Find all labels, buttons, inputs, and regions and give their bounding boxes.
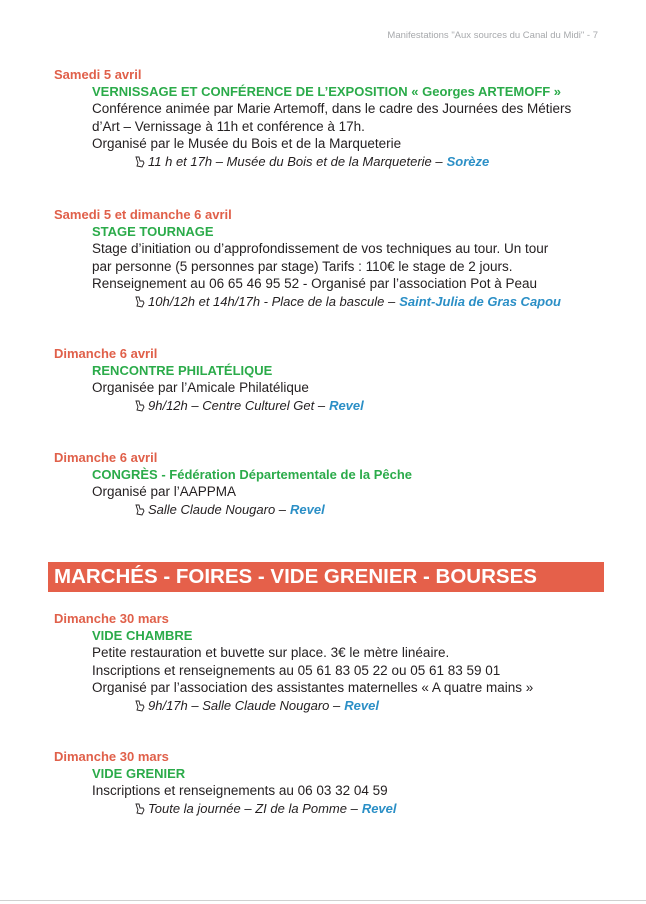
event-location	[134, 153, 614, 171]
event-description	[92, 782, 592, 800]
location-town: Revel	[361, 800, 397, 816]
event-date: Dimanche 6 avril	[54, 346, 158, 361]
event-description	[92, 100, 592, 153]
event-date: Dimanche 30 mars	[54, 611, 169, 626]
event-description	[92, 240, 592, 293]
location-text: 11 h et 17h – Musée du Bois et de la Marqueterie –	[148, 153, 443, 169]
event-title: VERNISSAGE ET CONFÉRENCE DE L’EXPOSITION « Georges ARTEMOFF »	[92, 84, 562, 99]
location-town: Revel	[329, 397, 364, 413]
location-text: 9h/12h – Centre Culturel Get –	[148, 397, 326, 413]
event-title: STAGE TOURNAGE	[92, 224, 214, 239]
location-text: Salle Claude Nougaro –	[148, 501, 287, 517]
location-text: Toute la journée – ZI de la Pomme –	[148, 800, 358, 816]
hand-pointer-icon	[134, 400, 146, 412]
location-town: Revel	[290, 501, 325, 517]
event-title: RENCONTRE PHILATÉLIQUE	[92, 363, 273, 378]
location-town: Sorèze	[446, 153, 490, 169]
event-location	[134, 293, 614, 311]
event-title: CONGRÈS - Fédération Départementale de la Pêche	[92, 467, 413, 482]
event-vide-grenier	[54, 748, 614, 818]
description-line: Renseignement au 06 65 46 95 52 - Organisé par l’association Pot à Peau	[92, 276, 538, 291]
description-line: par personne (5 personnes par stage) Tarifs : 110€ le stage de 2 jours.	[92, 258, 513, 274]
description-line: Organisée par l’Amicale Philatélique	[92, 380, 309, 395]
description-line: Organisé par l’AAPPMA	[92, 484, 237, 499]
event-congres	[54, 449, 614, 519]
event-vide-chambre	[54, 610, 614, 715]
location-town: Revel	[344, 697, 379, 713]
description-line: d’Art – Vernissage à 11h et conférence à 17h.	[92, 118, 365, 134]
event-location	[134, 697, 614, 715]
description-line: Stage d’initiation ou d’approfondissement de vos techniques au tour. Un tour	[92, 241, 549, 256]
event-location	[134, 501, 614, 519]
description-line: Inscriptions et renseignements au 05 61 83 05 22 ou 05 61 83 59 01	[92, 662, 501, 678]
event-description	[92, 644, 592, 697]
footer-divider	[0, 900, 646, 901]
location-town: Saint-Julia de Gras Capou	[399, 293, 562, 309]
page-header: Manifestations "Aux sources du Canal du Midi" - 7	[387, 30, 598, 41]
event-date: Dimanche 6 avril	[54, 450, 158, 465]
event-date: Samedi 5 avril	[54, 67, 142, 82]
hand-pointer-icon	[134, 296, 146, 308]
hand-pointer-icon	[134, 803, 146, 815]
event-date: Dimanche 30 mars	[54, 749, 169, 764]
event-location	[134, 800, 614, 818]
description-line: Inscriptions et renseignements au 06 03 32 04 59	[92, 783, 388, 798]
event-description	[92, 483, 592, 501]
event-rencontre-philatelique	[54, 345, 614, 415]
location-text: 9h/17h – Salle Claude Nougaro –	[148, 697, 341, 713]
description-line: Organisé par le Musée du Bois et de la Marqueterie	[92, 136, 402, 151]
event-location	[134, 397, 614, 415]
event-title: VIDE CHAMBRE	[92, 628, 193, 643]
section-heading-marches: MARCHÉS - FOIRES - VIDE GRENIER - BOURSES	[48, 562, 604, 592]
event-description	[92, 379, 592, 397]
hand-pointer-icon	[134, 504, 146, 516]
event-stage-tournage	[54, 206, 614, 311]
hand-pointer-icon	[134, 156, 146, 168]
description-line: Organisé par l’association des assistantes maternelles « A quatre mains »	[92, 680, 534, 695]
description-line: Petite restauration et buvette sur place. 3€ le mètre linéaire.	[92, 645, 450, 660]
event-date: Samedi 5 et dimanche 6 avril	[54, 207, 232, 222]
event-title: VIDE GRENIER	[92, 766, 186, 781]
hand-pointer-icon	[134, 700, 146, 712]
event-vernissage	[54, 66, 614, 171]
location-text: 10h/12h et 14h/17h - Place de la bascule –	[148, 293, 396, 309]
description-line: Conférence animée par Marie Artemoff, dans le cadre des Journées des Métiers	[92, 101, 572, 116]
